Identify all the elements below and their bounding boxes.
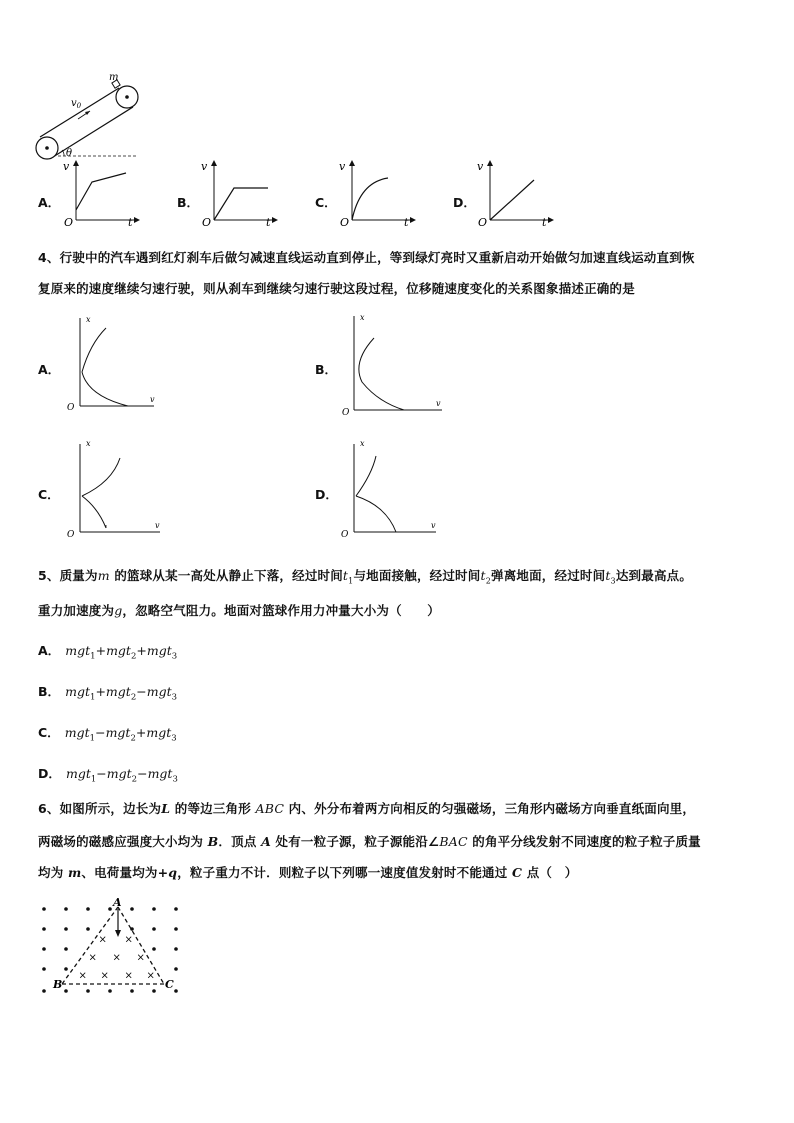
q5-t3-symbol: $t_3$ (605, 568, 616, 586)
field-dot (152, 947, 156, 951)
q4-option-a-letter: A． (38, 362, 61, 377)
q6-stem-line3 (38, 857, 578, 888)
q5-text: 5、质量为 (38, 568, 98, 583)
field-cross: × (124, 934, 133, 946)
q4-d-xlabel: v (431, 521, 436, 530)
field-dot (42, 989, 46, 993)
q6-mass-symbol: m (67, 865, 82, 880)
field-dot (108, 907, 112, 911)
vertex-a-label: A (113, 896, 122, 909)
field-dot (174, 967, 178, 971)
q6-angle-label: BAC (439, 834, 468, 849)
field-dot (64, 927, 68, 931)
q5-text: 与地面接触，经过时间 (353, 568, 481, 583)
q6-stem-line2 (38, 826, 701, 857)
field-dot (42, 907, 46, 911)
q5-text: 的篮球从某一高处从静止下落，经过时间 (109, 568, 343, 583)
field-dot (64, 989, 68, 993)
q3-a-ylabel: v (63, 160, 70, 173)
field-dot (152, 907, 156, 911)
q3-b-ylabel: v (201, 160, 208, 173)
q4-d-ylabel: x (360, 439, 365, 448)
q3-a-origin: O (64, 216, 74, 228)
q5-option-b-formula: mgt$_1$+mgt$_2$−mgt$_3$ (65, 684, 178, 703)
q3-a-xlabel: t (128, 216, 133, 228)
field-cross: × (136, 952, 145, 964)
q3-graph-b (200, 158, 280, 228)
q5-option-d (38, 763, 178, 785)
field-dot (42, 967, 46, 971)
field-dot (86, 907, 90, 911)
q4-b-xlabel: v (436, 399, 441, 408)
q4-stem-line1: 4、行驶中的汽车遇到红灯刹车后做匀减速直线运动直到停止，等到绿灯亮时又重新启动开始做匀加速直线运动直到恢 (38, 250, 695, 265)
q6-text: 内、外分布着两方向相反的匀强磁场，三角形内磁场方向垂直纸面向里， (284, 801, 696, 816)
q5-mass-symbol: m (97, 568, 110, 583)
q3-c-ylabel: v (339, 160, 346, 173)
q3-option-b-letter: B． (177, 195, 200, 210)
field-dot (174, 989, 178, 993)
q4-option-c-letter: C． (38, 487, 60, 502)
q5-g-symbol: g (114, 603, 123, 618)
q6-text: 的等边三角形 (170, 801, 256, 816)
field-dot (64, 947, 68, 951)
q6-text: ，粒子重力不计．则粒子以下列哪一速度值发射时不能通过 (177, 865, 512, 880)
q5-text: 达到最高点。 (615, 568, 693, 583)
q6-text: 6、如图所示，边长为 (38, 801, 162, 816)
q3-graph-c (338, 158, 418, 228)
q5-option-a-formula: mgt$_1$+mgt$_2$+mgt$_3$ (65, 643, 178, 662)
q3-b-xlabel: t (266, 216, 271, 228)
field-dot (86, 989, 90, 993)
q4-option-d-letter: D． (315, 487, 338, 502)
q6-text: 两磁场的磁感应强度大小均为 (38, 834, 208, 849)
q3-d-xlabel: t (542, 216, 547, 228)
q6-text: 的角平分线发射不同速度的粒子粒子质量 (467, 834, 701, 849)
q3-c-origin: O (340, 216, 350, 228)
vertex-b-label: B (53, 978, 63, 991)
field-cross: × (78, 970, 87, 982)
q6-text: 点（ ） (522, 865, 578, 880)
q6-stem-line1 (38, 793, 695, 824)
q4-c-origin: O (67, 530, 75, 540)
field-dot (174, 947, 178, 951)
q3-d-ylabel: v (477, 160, 484, 173)
q4-d-origin: O (341, 530, 349, 540)
mass-label: m (109, 72, 119, 83)
q3-option-c-letter: C． (315, 195, 337, 210)
q5-text: 弹离地面，经过时间 (491, 568, 606, 583)
q5-option-c-formula: mgt$_1$−mgt$_2$+mgt$_3$ (64, 725, 177, 744)
q4-option-b-letter: B． (315, 362, 338, 377)
q4-graph-a (62, 310, 162, 415)
q4-c-ylabel: x (86, 439, 91, 448)
q6-triangle-label: ABC (255, 801, 285, 816)
field-dot (152, 989, 156, 993)
q3-b-origin: O (202, 216, 212, 228)
field-cross: × (88, 952, 97, 964)
q6-text: ．顶点 (218, 834, 262, 849)
field-dot (130, 989, 134, 993)
q5-text: 重力加速度为 (38, 603, 115, 618)
q6-text: 均为 (38, 865, 68, 880)
q5-option-d-letter: D． (38, 766, 61, 781)
field-dot (174, 927, 178, 931)
vertex-c-label: C (165, 978, 174, 991)
q3-graph-d (476, 158, 556, 228)
q5-stem-line2 (38, 595, 440, 626)
q4-b-origin: O (342, 408, 350, 418)
conveyor-figure (30, 70, 145, 165)
theta-label: θ (66, 148, 73, 159)
field-cross: × (112, 952, 121, 964)
field-dot (42, 927, 46, 931)
field-dot (174, 907, 178, 911)
q5-option-a (38, 640, 177, 662)
q3-c-xlabel: t (404, 216, 409, 228)
field-dot (108, 989, 112, 993)
field-dot (64, 967, 68, 971)
q3-d-origin: O (478, 216, 488, 228)
q4-graph-b (338, 310, 448, 420)
q4-a-xlabel: v (150, 395, 155, 404)
q4-graph-c (62, 436, 167, 541)
q5-option-b (38, 681, 177, 703)
field-cross: × (146, 970, 155, 982)
q6-length-symbol: L (161, 801, 171, 816)
q6-vertex-a: A (261, 834, 271, 849)
q4-b-ylabel: x (360, 313, 365, 322)
field-dot (130, 907, 134, 911)
q6-charge-symbol: q (168, 865, 178, 880)
q5-t2-symbol: $t_2$ (480, 568, 491, 586)
v0-label: $v_0$ (71, 98, 82, 110)
q3-graph-a (62, 158, 142, 228)
q5-option-d-formula: mgt$_1$−mgt$_2$−mgt$_3$ (65, 766, 178, 785)
field-dot (64, 907, 68, 911)
field-dot (86, 927, 90, 931)
q5-stem-line1 (38, 560, 692, 597)
q6-text: 、电荷量均为+ (81, 865, 169, 880)
q6-field-symbol: B (207, 834, 219, 849)
q5-t1-symbol: $t_1$ (342, 568, 354, 586)
q5-option-c (38, 722, 177, 744)
q3-option-d-letter: D． (453, 195, 476, 210)
q4-c-xlabel: v (155, 521, 160, 530)
q4-a-ylabel: x (86, 315, 91, 324)
q6-text: 处有一粒子源，粒子源能沿∠ (270, 834, 440, 849)
field-cross: × (98, 934, 107, 946)
q4-a-origin: O (67, 403, 75, 413)
field-dot (152, 927, 156, 931)
q5-text: ，忽略空气阻力。地面对篮球作用力冲量大小为（ ） (122, 603, 440, 618)
field-cross: × (124, 970, 133, 982)
q4-stem-line2: 复原来的速度继续匀速行驶，则从刹车到继续匀速行驶这段过程，位移随速度变化的关系图象描述正确的是 (38, 281, 635, 296)
q6-vertex-c: C (511, 865, 523, 880)
q5-option-a-letter: A． (38, 643, 61, 658)
magnetic-field-figure (36, 895, 196, 1000)
field-cross: × (100, 970, 109, 982)
q4-graph-d (338, 436, 443, 541)
q5-option-b-letter: B． (38, 684, 61, 699)
field-dot (42, 947, 46, 951)
q5-option-c-letter: C． (38, 725, 60, 740)
q3-option-a-letter: A． (38, 195, 61, 210)
